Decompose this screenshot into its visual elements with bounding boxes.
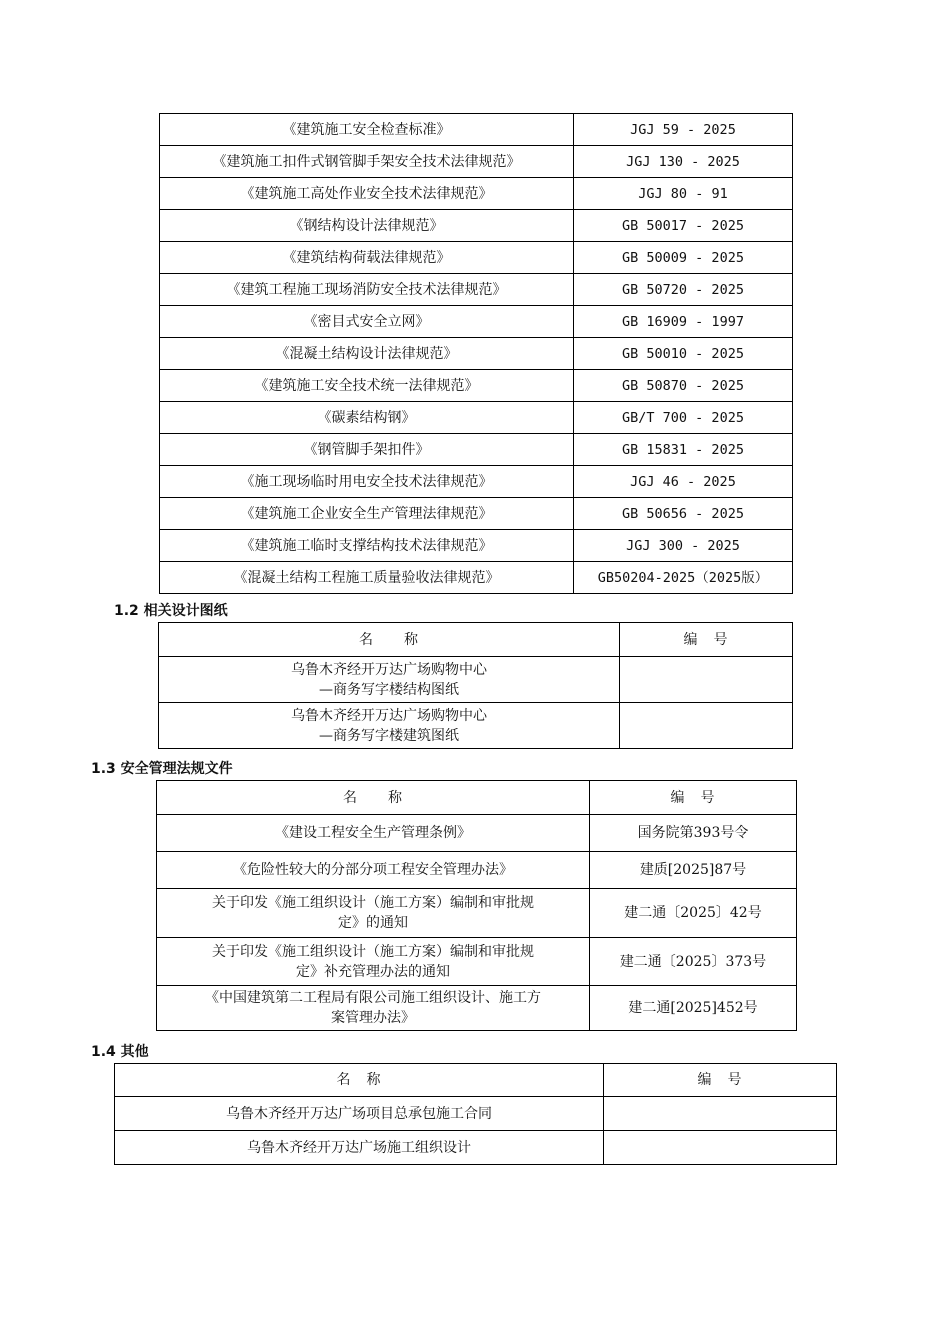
table-row [160,370,793,402]
drawing-code [620,657,793,703]
regulation-code: 建质[2025]87号 [590,852,797,889]
standard-name: 《混凝土结构设计法律规范》 [160,338,574,370]
standard-name: 《钢结构设计法律规范》 [160,210,574,242]
regulation-name-line2: 定》的通知 [338,915,408,931]
table-header-row [157,781,797,815]
drawing-name-line1: 乌鲁木齐经开万达广场购物中心 [291,661,487,678]
section-1-2-title: 1.2 相关设计图纸 [114,603,228,619]
table-row [159,657,793,703]
regulation-name-line1: 《中国建筑第二工程局有限公司施工组织设计、施工方 [205,990,541,1006]
section-1-3-title: 1.3 安全管理法规文件 [91,761,233,777]
table-header-row [115,1064,837,1097]
table-row [160,114,793,146]
table-row [157,889,797,938]
document-code [604,1131,837,1165]
standard-code: JGJ 80 - 91 [574,178,793,210]
standard-code: JGJ 59 - 2025 [574,114,793,146]
table-row [160,402,793,434]
table-row [160,242,793,274]
table-row [115,1097,837,1131]
table-row [160,434,793,466]
drawing-code [620,703,793,749]
standard-name: 《建筑施工临时支撑结构技术法律规范》 [160,530,574,562]
standard-name: 《碳素结构钢》 [160,402,574,434]
table-row [157,938,797,986]
document-name: 乌鲁木齐经开万达广场施工组织设计 [115,1131,604,1165]
standard-name: 《钢管脚手架扣件》 [160,434,574,466]
standard-name: 《建筑施工安全检查标准》 [160,114,574,146]
regulation-code: 建二通〔2025〕42号 [590,889,797,938]
table-row [160,210,793,242]
standard-name: 《建筑施工安全技术统一法律规范》 [160,370,574,402]
safety-regulations-table [156,780,797,1031]
standard-code: GB50204-2025（2025版） [574,562,793,594]
regulation-code: 建二通[2025]452号 [590,986,797,1031]
regulation-code: 建二通〔2025〕373号 [590,938,797,986]
standard-code: GB 50010 - 2025 [574,338,793,370]
standard-code: GB 50009 - 2025 [574,242,793,274]
drawing-name-line2: —商务写字楼结构图纸 [319,681,459,698]
drawing-name-line1: 乌鲁木齐经开万达广场购物中心 [291,707,487,724]
standard-name: 《建筑施工高处作业安全技术法律规范》 [160,178,574,210]
table-row [160,338,793,370]
table-row [157,852,797,889]
table-row [160,530,793,562]
regulation-name-line1: 《危险性较大的分部分项工程安全管理办法》 [233,862,513,878]
regulation-name-line2: 案管理办法》 [331,1010,415,1026]
regulation-name-cell [157,938,590,986]
regulation-name-line1: 《建设工程安全生产管理条例》 [275,825,471,841]
standard-code: GB 16909 - 1997 [574,306,793,338]
standard-code: JGJ 300 - 2025 [574,530,793,562]
regulation-code: 国务院第393号令 [590,815,797,852]
section-1-4-title: 1.4 其他 [91,1044,149,1060]
table-row [160,306,793,338]
table-row [160,498,793,530]
standards-table [159,113,793,594]
standard-code: GB 50656 - 2025 [574,498,793,530]
table-row [160,146,793,178]
standard-code: GB 15831 - 2025 [574,434,793,466]
standard-code: JGJ 130 - 2025 [574,146,793,178]
table-row [160,466,793,498]
regulation-name-line1: 关于印发《施工组织设计（施工方案）编制和审批规 [212,943,534,960]
header-name: 名 称 [157,781,590,815]
standard-name: 《混凝土结构工程施工质量验收法律规范》 [160,562,574,594]
document-code [604,1097,837,1131]
standard-name: 《建筑工程施工现场消防安全技术法律规范》 [160,274,574,306]
design-drawings-table [158,622,793,749]
standard-name: 《密目式安全立网》 [160,306,574,338]
header-code: 编 号 [604,1064,837,1097]
document-name: 乌鲁木齐经开万达广场项目总承包施工合同 [115,1097,604,1131]
other-documents-table [114,1063,837,1165]
drawing-name-cell [159,703,620,749]
regulation-name-cell [157,986,590,1031]
table-row [157,815,797,852]
regulation-name-cell [157,889,590,938]
table-header-row [159,623,793,657]
header-code: 编 号 [620,623,793,657]
regulation-name-line1: 关于印发《施工组织设计（施工方案）编制和审批规 [212,895,534,911]
standard-name: 《建筑施工企业安全生产管理法律规范》 [160,498,574,530]
header-name: 名 称 [159,623,620,657]
standard-name: 《建筑施工扣件式钢管脚手架安全技术法律规范》 [160,146,574,178]
standard-name: 《施工现场临时用电安全技术法律规范》 [160,466,574,498]
table-row [160,178,793,210]
table-row [159,703,793,749]
standard-code: GB/T 700 - 2025 [574,402,793,434]
standard-code: GB 50720 - 2025 [574,274,793,306]
table-row [115,1131,837,1165]
standard-code: JGJ 46 - 2025 [574,466,793,498]
drawing-name-line2: —商务写字楼建筑图纸 [319,727,459,744]
header-name: 名 称 [115,1064,604,1097]
drawing-name-cell [159,657,620,703]
standard-name: 《建筑结构荷载法律规范》 [160,242,574,274]
table-row [160,562,793,594]
standard-code: GB 50870 - 2025 [574,370,793,402]
regulation-name-cell [157,852,590,889]
table-row [160,274,793,306]
regulation-name-cell [157,815,590,852]
table-row [157,986,797,1031]
regulation-name-line2: 定》补充管理办法的通知 [296,963,450,980]
standard-code: GB 50017 - 2025 [574,210,793,242]
header-code: 编 号 [590,781,797,815]
